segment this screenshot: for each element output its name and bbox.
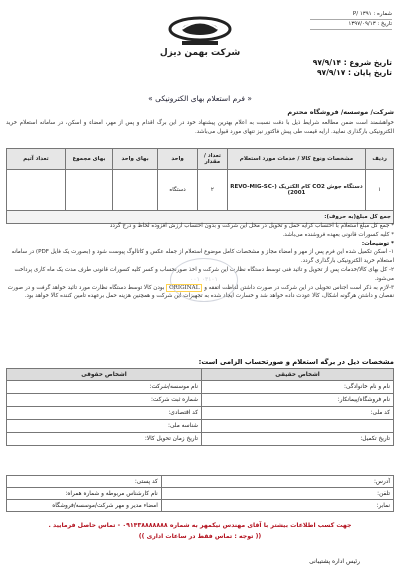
note-item: ۲- کل بهای کالا/خدمات پس از تحویل و تائید فنی توسط دستگاه نظارت این شرکت و اخذ صورتحساب و کسر کلیه کسورات قانونی طرف مدت یک ماه کاری پرداخت می‌شود.	[14, 266, 394, 282]
table-row	[7, 476, 394, 488]
table-row	[7, 500, 394, 512]
intro-paragraph: خواهشمند است ضمن مطالعه شرایط ذیل با دقت نسبت به اعلام بهترین پیشنهاد خود در این برگ اقدام و پس از مهر، امضاء و اسکن، در سامانه استعلام خرید الکترونیکی بارگذاری نمایید. ارایه قیمت طی پیش فاکتور نیز تنهای مورد قبول می‌باشد.	[6, 120, 394, 135]
company-name: شرکت بهمن دیزل	[159, 48, 241, 58]
registration-number-field[interactable]: شماره ثبت شرکت:	[7, 394, 202, 407]
buyer-section-heading: مشخصات ذیل در برگه استعلام و صورتحساب الزامی است:	[198, 358, 394, 366]
table-row	[7, 381, 394, 394]
row-qty: ۲	[198, 170, 228, 211]
date-row	[310, 20, 392, 30]
col-real-person: اشخاص حقیقی	[202, 369, 394, 381]
start-date-row	[313, 58, 392, 68]
sum-label[interactable]: جمع کل مبلغ(به حروف):	[7, 211, 394, 224]
col-legal-person: اشخاص حقوقی	[7, 369, 202, 381]
delivery-date-field[interactable]: تاریخ زمان تحویل کالا:	[7, 433, 202, 446]
col-item-count: تعداد آتیم	[7, 149, 66, 170]
signature-field[interactable]: امضاء مدیر و مهر شرکت/موسسه/فروشگاه	[7, 500, 162, 512]
original-highlight: ORIGINAL	[166, 284, 202, 292]
end-date-label: تاریخ پایان :	[347, 68, 392, 77]
items-header-row	[7, 149, 394, 170]
row-unit: دستگاه	[157, 170, 197, 211]
table-row	[7, 407, 394, 420]
row-unit-price-field[interactable]	[113, 170, 158, 211]
date-label: تاریخ :	[377, 21, 392, 27]
notes-heading: * توضیحات:	[361, 240, 394, 247]
table-row	[7, 170, 394, 211]
empty-field[interactable]	[202, 420, 394, 433]
table-row	[7, 433, 394, 446]
national-id-field[interactable]: شناسه ملی:	[7, 420, 202, 433]
bahman-emblem-icon	[168, 16, 232, 46]
note-item: ۱- اسکن تکمیل شده این فرم پس از مهر و امضاء مجاز و مشخصات کامل موضوع استعلام از جمله عکس و کاتالوگ پیوست شود و (بصورت یک فایل PDF) در سامانه استعلام خرید الکترونیکی بارگذاری گردد.	[11, 249, 394, 265]
deadline-dates	[313, 58, 392, 78]
row-total-field[interactable]	[65, 170, 112, 211]
col-description: مشخصات ونوع کالا / خدمات مورد استعلام	[227, 149, 366, 170]
note-line: * کلیه کسورات قانونی بعهده فروشنده می‌باشد.	[282, 231, 394, 238]
note-line: * جمع کل مبلغ استعلام با احتساب کرایه حمل و تحویل در محل این شرکت و بدون احتساب ارزش افزوده لحاظ و درج گردد	[109, 223, 394, 229]
completion-date-field[interactable]: تاریخ تکمیل:	[202, 433, 394, 446]
note-item: ۳-لازم به ذکر است اجناس تحویلی در این شرکت در صورت داشتن لفاظت اتفقه و ORIGINAL بودن کالا توسط دستگاه نظارت مورد تائید خواهد گرفت و در صورت نقصان و داشتن هرگونه اشکال، کالا عودت داده خواهد شد و خسارت ایجاد شده به تجهیزات این شرکت و همچنین هزینه حمل برعهده تامین کننده کالا خواهد بود.	[7, 284, 394, 300]
fax-field[interactable]: نمابر:	[161, 500, 393, 512]
row-index: ۱	[366, 170, 394, 211]
table-row	[7, 394, 394, 407]
col-total: بهای مجموع	[65, 149, 112, 170]
watermark-stamp: ۰۳۱۰۱ ۰۰۱	[170, 258, 238, 302]
addressee: شرکت/ موسسه/ فروشگاه محترم	[287, 108, 394, 116]
reference-block	[310, 10, 392, 30]
start-date-label: تاریخ شروع :	[343, 58, 392, 67]
full-name-field[interactable]: نام و نام خانوادگی:	[202, 381, 394, 394]
economic-code-field[interactable]: کد اقتصادی:	[7, 407, 202, 420]
ref-number-label: شماره :	[373, 11, 392, 17]
national-code-field[interactable]: کد ملی:	[202, 407, 394, 420]
office-hours-note: (( توجه : تماس فقط در ساعات اداری ))	[138, 533, 262, 540]
start-date-value: ۹۷/۹/۱۴	[312, 58, 342, 67]
col-unit: واحد	[157, 149, 197, 170]
address-field[interactable]: آدرس:	[161, 476, 393, 488]
postal-code-field[interactable]: کد پستی:	[7, 476, 162, 488]
row-item-count	[7, 170, 66, 211]
buyer-info-table	[6, 368, 394, 446]
date-value: ۱۳۹۷/۰۹/۱۳	[348, 21, 376, 27]
company-name-field[interactable]: نام موسسه/شرکت:	[7, 381, 202, 394]
signatory-title: رئیس اداره پشتیبانی	[309, 558, 360, 565]
end-date-row	[313, 68, 392, 78]
col-unit-price: بهای واحد	[113, 149, 158, 170]
staff-field[interactable]: نام کارشناس مربوطه و شماره همراه:	[7, 488, 162, 500]
end-date-value: ۹۷/۹/۱۷	[316, 68, 346, 77]
buyer-header-row	[7, 369, 394, 381]
table-row	[7, 488, 394, 500]
ref-number-value: P/ ۱۳۹۱	[352, 11, 372, 17]
ref-number-row	[310, 10, 392, 20]
store-name-field[interactable]: نام فروشگاه/پیمانکار:	[202, 394, 394, 407]
col-qty: تعداد / مقدار	[198, 149, 228, 170]
contact-callout: جهت کسب اطلاعات بیشتر با آقای مهندس نیکمهر به شماره ۰۹۱۴۳۸۸۸۸۸۸۸ - تماس حاصل فرمایید .	[48, 522, 352, 529]
items-table	[6, 148, 394, 224]
form-title: « فرم استعلام بهای الکترونیکی »	[148, 94, 252, 103]
col-row: ردیف	[366, 149, 394, 170]
row-description: دستگاه جوش CO2 کام الکتریک (REVO-MIG-SC-2001)	[227, 170, 366, 211]
contact-table	[6, 475, 394, 512]
table-row	[7, 420, 394, 433]
phone-field[interactable]: تلفن:	[161, 488, 393, 500]
company-logo	[155, 16, 245, 58]
